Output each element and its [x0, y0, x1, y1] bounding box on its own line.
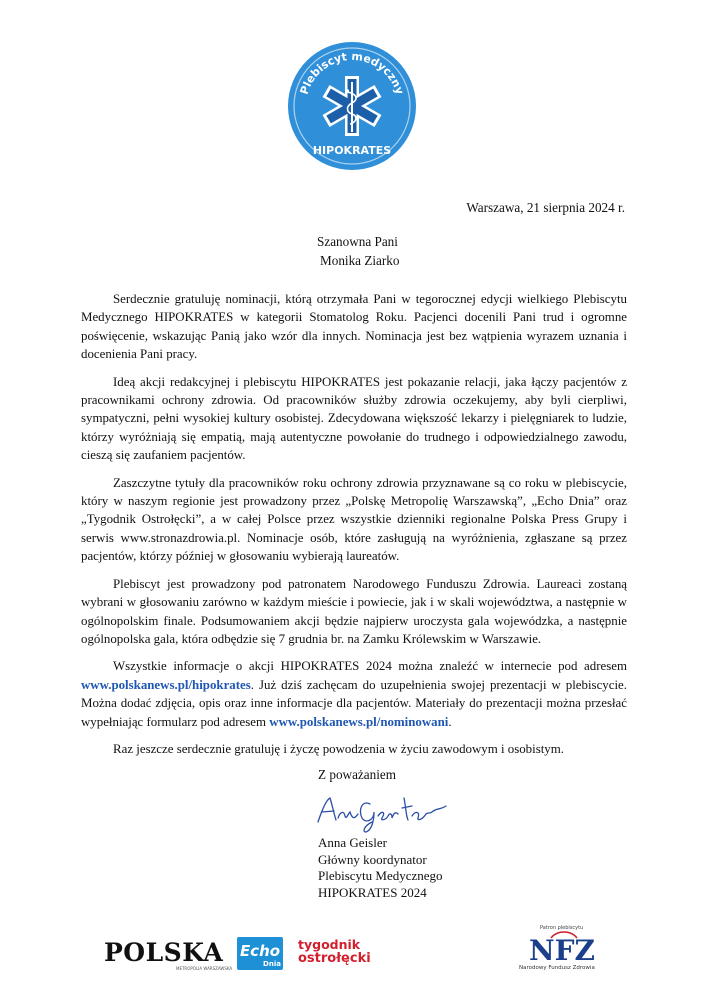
tygodnik-logo-line2: ostrołęcki	[298, 951, 371, 966]
final-paragraph: Raz jeszcze serdecznie gratuluję i życzę powodzenia w życiu zawodowym i osobistym.	[113, 741, 564, 756]
tygodnik-ostrolecki-logo	[298, 938, 371, 966]
paragraph: Zaszczytne tytuły dla pracowników roku ochrony zdrowia przyznawane są co roku w plebiscycie, który w naszym regionie jest prowadzony przez „Polskę Metropolię Warszawską”, „Echo Dnia” oraz „Tygodnik Ostrołęcki”, a w całej Polsce przez wszystkie dzienniki regionalne Polska Press Grupy i serwis www.stronazdrowia.pl. Nominacje osób, które zasługują na wyróżnienia, zgłaszane są przez pacjentów, którzy później w głosowaniu wybierają laureatów.	[81, 475, 627, 564]
echo-dnia-logo	[237, 937, 283, 970]
paragraph: Serdecznie gratuluję nominacji, którą otrzymała Pani w tegorocznej edycji wielkiego Plebiscytu Medycznego HIPOKRATES w kategorii Stomatolog Roku. Pacjenci docenili Pani trud i ogromne poświęcenie, wskazując Panią jako wzór dla innych. Nominacja jest bez wątpienia wyrazem uznania i docenienia Pani pracy.	[81, 292, 627, 362]
handwritten-signature	[312, 790, 452, 834]
letter-body	[81, 290, 627, 767]
signer-role: Główny koordynator	[318, 851, 427, 867]
info-text-2: . Już dziś zachęcam do uzupełnienia swojej prezentacji w plebiscycie. Można dodać zdjęcia, opis oraz inne informacje dla pacjentów. Materiały do prezentacji można przesłać wypełniając formularz pod adresem	[81, 677, 627, 729]
salutation-line: Szanowna Pani	[317, 234, 398, 249]
hipokrates-logo	[286, 40, 418, 172]
paragraph: Plebiscyt jest prowadzony pod patronatem Narodowego Funduszu Zdrowia. Laureaci zostaną wybrani w głosowaniu zarówno w każdym mieście i powiecie, jak i w skali województwa, a następnie w ogólnopolskim finale. Podsumowaniem akcji będzie najpierw uroczysta gala wojewódzka, a następnie ogólnopolska gala, która odbędzie się 7 grudnia br. na Zamku Królewskim w Warszawie.	[81, 576, 627, 646]
info-text-1: Wszystkie informacje o akcji HIPOKRATES 2024 można znaleźć w internecie pod adresem	[113, 659, 627, 674]
paragraph: Ideą akcji redakcyjnej i plebiscytu HIPOKRATES jest pokazanie relacji, jaka łączy pacjentów z pracownikami ochrony zdrowia. Od pracowników służby zdrowia oczekujemy, aby byli cierpliwi, sympatyczni, pełni wysokiej kultury osobistej. Zdecydowana większość lekarzy i pielęgniarek to ludzie, którzy wyróżniają się empatią, mają autentyczne powołanie do trudnego i odpowiedzialnego zawodu, cieszą się zaufaniem pacjentów.	[81, 374, 627, 463]
logo-arc-text: Plebiscyt medyczny	[297, 49, 407, 97]
tygodnik-logo-line1: tygodnik	[298, 937, 361, 952]
info-text-3: .	[448, 714, 452, 729]
nfz-patron-label: Patron plebiscytu	[540, 925, 584, 931]
signer-org-line: HIPOKRATES 2024	[318, 884, 427, 900]
echo-logo-subtext: Dnia	[263, 960, 281, 968]
nfz-logo	[529, 932, 595, 967]
info-paragraph	[81, 657, 627, 731]
signature-block	[318, 835, 443, 901]
nfz-logo-text: NFZ	[529, 934, 595, 967]
polska-logo-subtitle: METROPOLIA WARSZAWSKA	[176, 966, 233, 971]
recipient-name: Monika Ziarko	[320, 252, 400, 268]
echo-logo-text: Echo	[239, 942, 281, 960]
polska-logo: POLSKA	[104, 938, 224, 967]
signer-org-line: Plebiscytu Medycznego	[318, 868, 443, 883]
closing-phrase: Z poważaniem	[318, 767, 396, 782]
hipokrates-link[interactable]: www.polskanews.pl/hipokrates	[81, 677, 251, 692]
nominowani-link[interactable]: www.polskanews.pl/nominowani	[269, 714, 449, 729]
nfz-caption: Narodowy Fundusz Zdrowia	[519, 965, 595, 971]
signer-name: Anna Geisler	[318, 835, 387, 850]
letter-date: Warszawa, 21 sierpnia 2024 r.	[466, 200, 625, 215]
logo-bottom-text: HIPOKRATES	[312, 144, 392, 157]
salutation	[317, 233, 399, 270]
